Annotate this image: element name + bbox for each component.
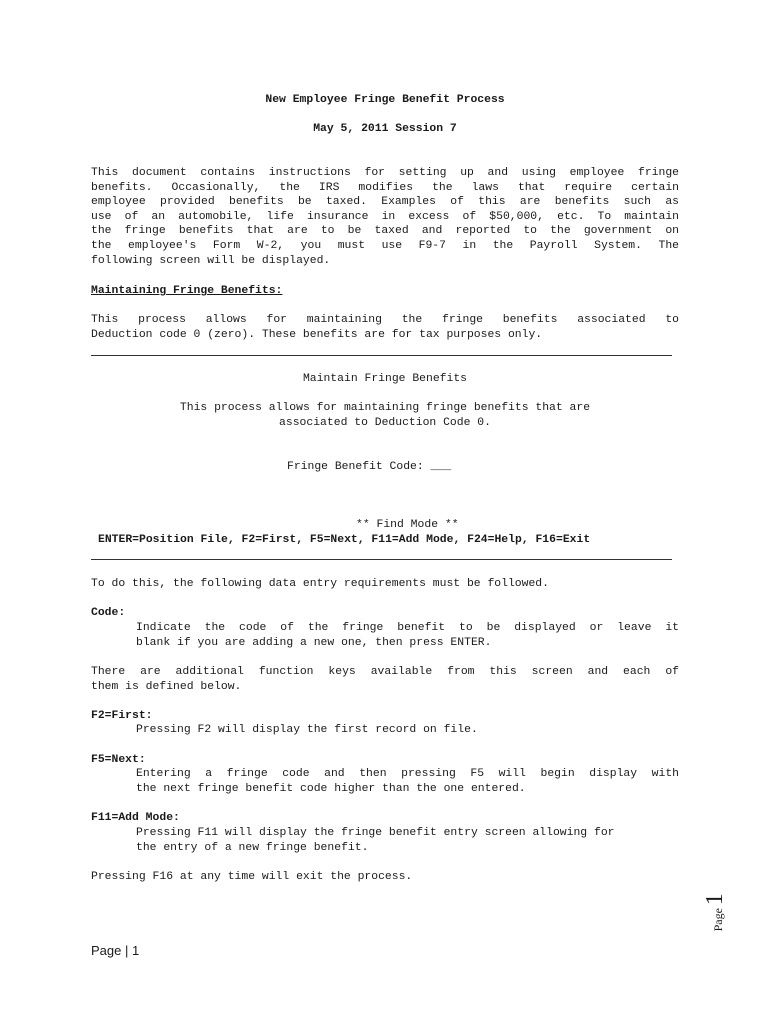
- f5-line: the next fringe benefit code higher than the one entered.: [136, 782, 526, 795]
- maintaining-line: Deduction code 0 (zero). These benefits are for tax purposes only.: [91, 328, 543, 341]
- document-title: New Employee Fringe Benefit Process: [265, 94, 505, 106]
- maintaining-paragraph: [91, 313, 679, 342]
- code-description: [136, 621, 679, 650]
- code-line: Indicate the code of the fringe benefit to be displayed or leave it: [136, 622, 679, 634]
- screen-bottom-divider: [91, 559, 672, 560]
- maintaining-heading: Maintaining Fringe Benefits:: [91, 285, 283, 297]
- exit-note: Pressing F16 at any time will exit the process.: [91, 871, 413, 883]
- side-page-word: Page: [710, 908, 725, 932]
- screen-description: This process allows for maintaining fringe benefits that are: [179, 402, 591, 414]
- code-line: blank if you are adding a new one, then press ENTER.: [136, 636, 492, 649]
- fringe-benefit-code-field: Fringe Benefit Code: ___: [287, 461, 452, 473]
- intro-line: employee provided benefits be taxed. Examples of this are benefits such as: [91, 196, 679, 209]
- f11-line: Pressing F11 will display the fringe benefit entry screen allowing for: [136, 827, 615, 839]
- screen-title: Maintain Fringe Benefits: [302, 373, 468, 385]
- f2-label: F2=First:: [91, 710, 153, 722]
- intro-line: benefits. Occasionally, the IRS modifies the laws that require certain: [91, 181, 679, 194]
- intro-paragraph: [91, 166, 679, 268]
- additional-line: them is defined below.: [91, 680, 242, 693]
- f5-label: F5=Next:: [91, 754, 146, 766]
- screen-description: associated to Deduction Code 0.: [279, 417, 491, 429]
- additional-line: There are additional function keys available from this screen and each of: [91, 666, 679, 678]
- intro-line: the fringe benefits that are to be taxed and reported to the government on: [91, 225, 679, 238]
- intro-line: the employee's Form W-2, you must use F9-7 in the Payroll System. The: [91, 239, 679, 252]
- maintaining-line: This process allows for maintaining the fringe benefits associated to: [91, 314, 679, 326]
- intro-line: This document contains instructions for setting up and using employee fringe: [91, 167, 679, 179]
- session-date: May 5, 2011 Session 7: [313, 123, 457, 135]
- intro-line: use of an automobile, life insurance in excess of $50,000, etc. To maintain: [91, 210, 679, 223]
- side-page-digit: 1: [701, 893, 728, 906]
- f11-description: [136, 826, 676, 855]
- f11-line: the entry of a new fringe benefit.: [136, 841, 369, 854]
- f2-description: Pressing F2 will display the first record on file.: [136, 724, 478, 736]
- code-label: Code:: [91, 607, 126, 619]
- additional-keys-paragraph: [91, 665, 679, 694]
- find-mode-label: ** Find Mode **: [356, 519, 459, 531]
- f5-line: Entering a fringe code and then pressing F5 will begin display with: [136, 768, 679, 780]
- f11-label: F11=Add Mode:: [91, 812, 180, 824]
- f5-description: [136, 767, 679, 796]
- footer-page-label: Page | 1: [91, 943, 140, 958]
- requirements-text: To do this, the following data entry requirements must be followed.: [91, 578, 549, 590]
- function-keys-bar: ENTER=Position File, F2=First, F5=Next, F11=Add Mode, F24=Help, F16=Exit: [98, 534, 591, 546]
- screen-top-divider: [91, 355, 672, 356]
- intro-line: following screen will be displayed.: [91, 254, 331, 267]
- side-page-number: [701, 885, 744, 935]
